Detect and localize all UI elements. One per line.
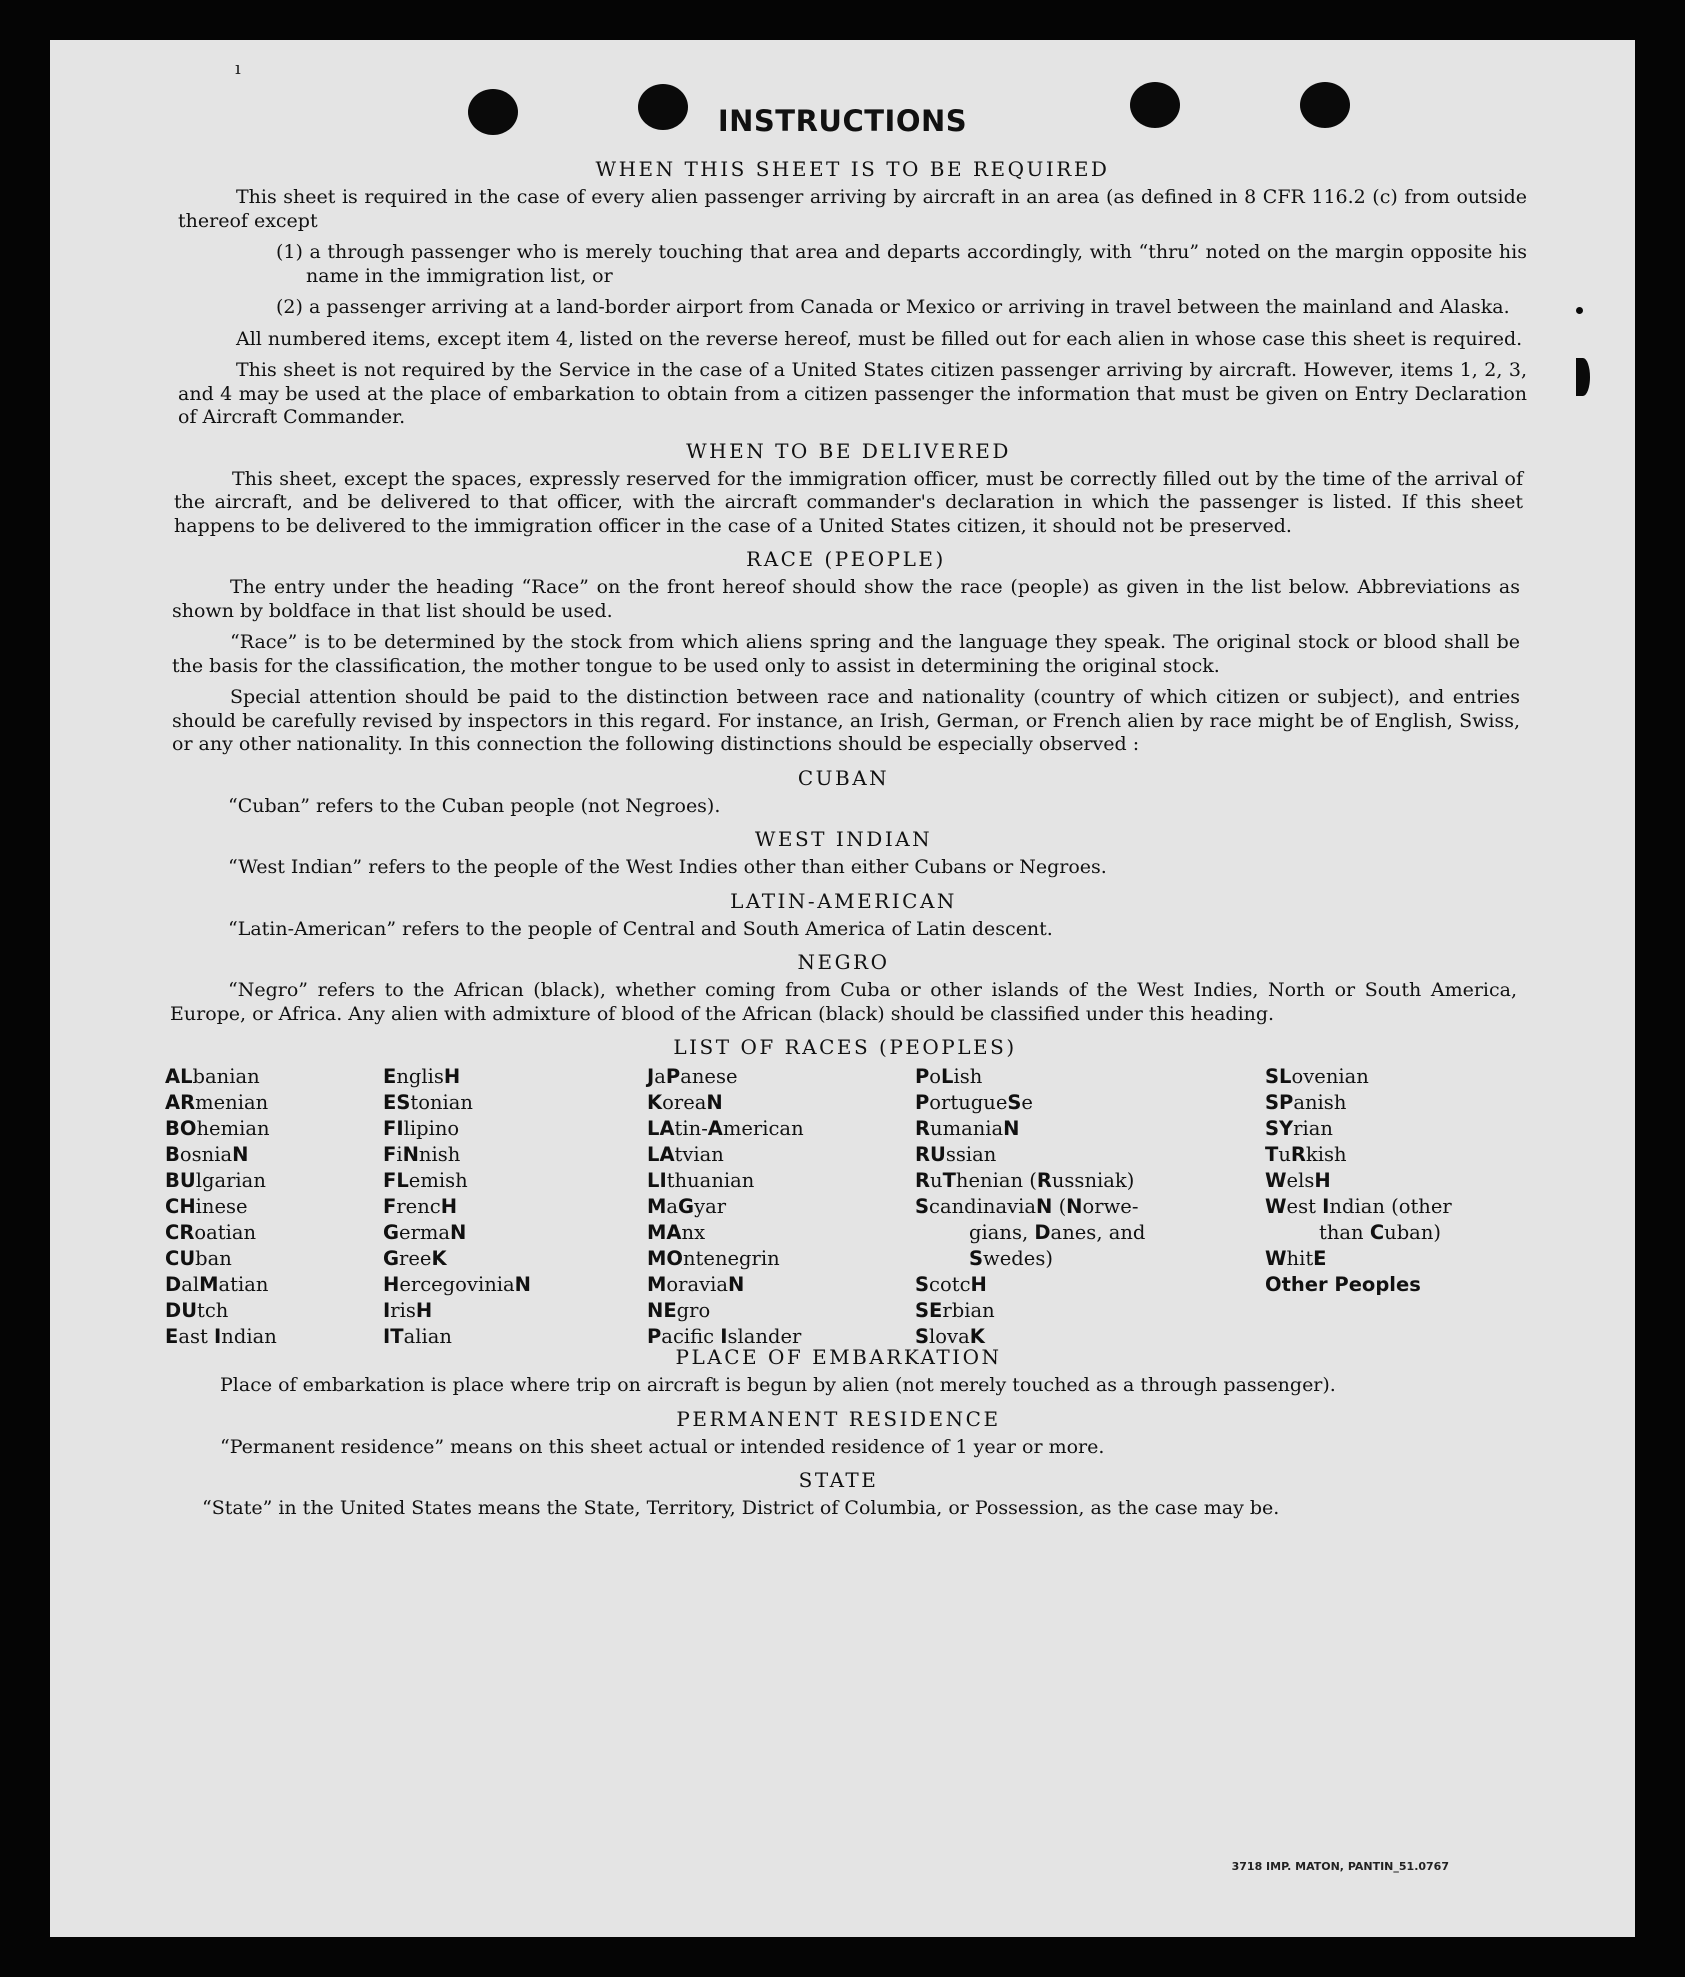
- race-entry: MAnx: [647, 1221, 706, 1244]
- page-title: INSTRUCTIONS: [717, 104, 968, 138]
- race-entry: DUtch: [165, 1299, 229, 1322]
- race-entry: HercegoviniaN: [383, 1273, 531, 1296]
- race-entry: LAtin-American: [647, 1117, 804, 1140]
- race-entry: MoraviaN: [647, 1273, 745, 1296]
- section-list-of-races: [165, 1034, 1525, 1348]
- paragraph: “Latin-American” refers to the people of Central and South America of Latin descent.: [228, 917, 1053, 940]
- instructions-body: [50, 151, 1635, 1529]
- section-when-delivered: [174, 438, 1523, 539]
- paragraph: “Negro” refers to the African (black), whether coming from Cuba or other islands of the West Indies, North or South America, Europe, or Africa. Any alien with admixture of blood of the African (black) should be classified under this heading.: [170, 979, 1517, 1025]
- race-entry: ITalian: [383, 1325, 452, 1348]
- race-entry: Pacifc Islander: [647, 1325, 802, 1348]
- section-heading: RACE (PEOPLE): [746, 547, 946, 571]
- race-entry: FIlipino: [383, 1117, 460, 1140]
- race-entry: CRoatian: [165, 1221, 257, 1244]
- section-heading: LATIN-AMERICAN: [730, 888, 957, 913]
- race-entry: RumaniaN: [915, 1117, 1020, 1140]
- race-entry: BOhemian: [165, 1117, 270, 1140]
- race-entry: Swedes): [969, 1247, 1053, 1270]
- section-definitions: [170, 765, 1517, 1027]
- section-heading: WHEN TO BE DELIVERED: [686, 438, 1011, 463]
- race-entry: TuRkish: [1265, 1143, 1347, 1166]
- race-entry: EnglisH: [383, 1065, 461, 1088]
- section-heading: PERMANENT RESIDENCE: [676, 1406, 1001, 1431]
- race-entry: WelsH: [1265, 1169, 1331, 1192]
- race-entry: GermaN: [383, 1221, 467, 1244]
- paragraph: The entry under the heading “Race” on the front hereof should show the race (people) as given in the list below. Abbreviations as shown by boldface in that list should be used.: [172, 576, 1520, 622]
- paragraph: All numbered items, except item 4, listed on the reverse hereof, must be filled out for each alien in whose case this sheet is required.: [236, 327, 1523, 350]
- race-entry: RuThenian (Russniak): [915, 1169, 1135, 1192]
- section-heading: CUBAN: [797, 765, 890, 790]
- race-entry: RUssian: [915, 1143, 997, 1166]
- section-heading: STATE: [798, 1468, 879, 1492]
- paragraph: “State” in the United States means the State, Territory, District of Columbia, or Possession, as the case may be.: [202, 1497, 1280, 1519]
- paragraph: “West Indian” refers to the people of the West Indies other than either Cubans or Negroes.: [228, 856, 1107, 878]
- race-entry: SlovaK: [915, 1325, 985, 1348]
- race-entry: WhitE: [1265, 1247, 1327, 1270]
- race-entry: NEgro: [647, 1299, 711, 1322]
- section-heading: WEST INDIAN: [754, 827, 933, 851]
- race-entry: ALbanian: [165, 1065, 260, 1088]
- section-heading: PLACE OF EMBARKATION: [675, 1345, 1002, 1369]
- race-entry: DalMatian: [165, 1273, 269, 1296]
- race-entry: SErbian: [915, 1299, 995, 1322]
- races-column: [383, 1064, 531, 1350]
- race-entry: SYrian: [1265, 1117, 1333, 1140]
- section-heading: LIST OF RACES (PEOPLES): [673, 1035, 1017, 1059]
- race-entry: EStonian: [383, 1091, 473, 1114]
- races-column: [915, 1064, 1145, 1350]
- race-entry: FLemish: [383, 1169, 468, 1192]
- race-entry: JaPanese: [647, 1065, 738, 1088]
- race-entry: MaGyar: [647, 1195, 727, 1218]
- race-entry: CHinese: [165, 1195, 248, 1218]
- scan-mark: ı: [235, 58, 241, 79]
- list-item: (1) a through passenger who is merely touching that area and departs accordingly, with “thru” noted on the margin opposite his name in the immigration list, or: [276, 241, 1527, 287]
- races-column: [165, 1064, 277, 1350]
- race-entry: CUban: [165, 1247, 232, 1270]
- race-entry: PortugueSe: [915, 1091, 1033, 1114]
- paragraph: Place of embarkation is place where trip on aircraft is begun by alien (not merely touched as a through passenger).: [220, 1374, 1336, 1396]
- race-entry: IrisH: [383, 1299, 433, 1322]
- race-entry: ARmenian: [165, 1091, 269, 1114]
- race-entry: BUlgarian: [165, 1169, 266, 1192]
- race-entry: SPanish: [1265, 1091, 1347, 1114]
- race-entry: gians, Danes, and: [969, 1221, 1146, 1244]
- races-table: [165, 1064, 1525, 1348]
- races-column: [647, 1064, 804, 1350]
- race-entry: FrencH: [383, 1195, 458, 1218]
- paragraph: Special attention should be paid to the distinction between race and nationality (country of which citizen or subject), and entries should be carefully revised by inspectors in this regard. For instance, an Irish, German, or French alien by race might be of English, Swiss, or any other nationality. In this connection the following distinctions should be especially observed :: [172, 686, 1520, 755]
- paragraph: “Permanent residence” means on this sheet actual or intended residence of 1 year or more.: [220, 1435, 1105, 1458]
- race-entry: LIthuanian: [647, 1169, 755, 1192]
- race-entry: than Cuban): [1319, 1221, 1441, 1244]
- race-entry: LAtvian: [647, 1143, 724, 1166]
- race-entry: ScandinaviaN (Norwe-: [915, 1195, 1139, 1218]
- race-entry: PoLish: [915, 1065, 983, 1088]
- paragraph: “Cuban” refers to the Cuban people (not Negroes).: [228, 794, 721, 817]
- race-entry: ScotcH: [915, 1273, 987, 1296]
- races-column: [1265, 1064, 1525, 1298]
- section-when-required: [178, 156, 1527, 430]
- paragraph: This sheet is not required by the Service in the case of a United States citizen passenger arriving by aircraft. However, items 1, 2, 3, and 4 may be used at the place of embarkation to obtain from a citizen passenger the information that must be given on Entry Declaration of Aircraft Commander.: [178, 359, 1527, 428]
- race-entry: SLovenian: [1265, 1065, 1369, 1088]
- section-embarkation: [162, 1344, 1515, 1521]
- race-entry: Other Peoples: [1265, 1273, 1421, 1296]
- race-entry: KoreaN: [647, 1091, 723, 1114]
- race-entry: West Indian (other: [1265, 1195, 1452, 1218]
- section-heading: WHEN THIS SHEET IS TO BE REQUIRED: [595, 157, 1110, 181]
- printer-imprint: 3718 IMP. MATON, PANTIN_51.0767: [1231, 1860, 1449, 1873]
- instruction-sheet: [50, 40, 1635, 1937]
- paragraph: This sheet, except the spaces, expressly reserved for the immigration officer, must be correctly filled out by the time of the arrival of the aircraft, and be delivered to that officer, with the aircraft commander's declaration in which the passenger is listed. If this sheet happens to be delivered to the immigration officer in the case of a United States citizen, it should not be preserved.: [174, 467, 1523, 537]
- race-entry: BosniaN: [165, 1143, 249, 1166]
- paragraph: “Race” is to be determined by the stock from which aliens spring and the language they speak. The original stock or blood shall be the basis for the classification, the mother tongue to be used only to assist in determining the original stock.: [172, 631, 1520, 677]
- section-heading: NEGRO: [797, 950, 890, 974]
- race-entry: East Indian: [165, 1325, 277, 1348]
- race-entry: MOntenegrin: [647, 1247, 780, 1270]
- race-entry: GreeK: [383, 1247, 447, 1270]
- race-entry: FiNnish: [383, 1143, 461, 1166]
- section-race: [172, 546, 1520, 757]
- paragraph: This sheet is required in the case of every alien passenger arriving by aircraft in an area (as defined in 8 CFR 116.2 (c) from outside thereof except: [178, 186, 1527, 232]
- list-item: (2) a passenger arriving at a land-border airport from Canada or Mexico or arriving in travel between the mainland and Alaska.: [276, 296, 1510, 318]
